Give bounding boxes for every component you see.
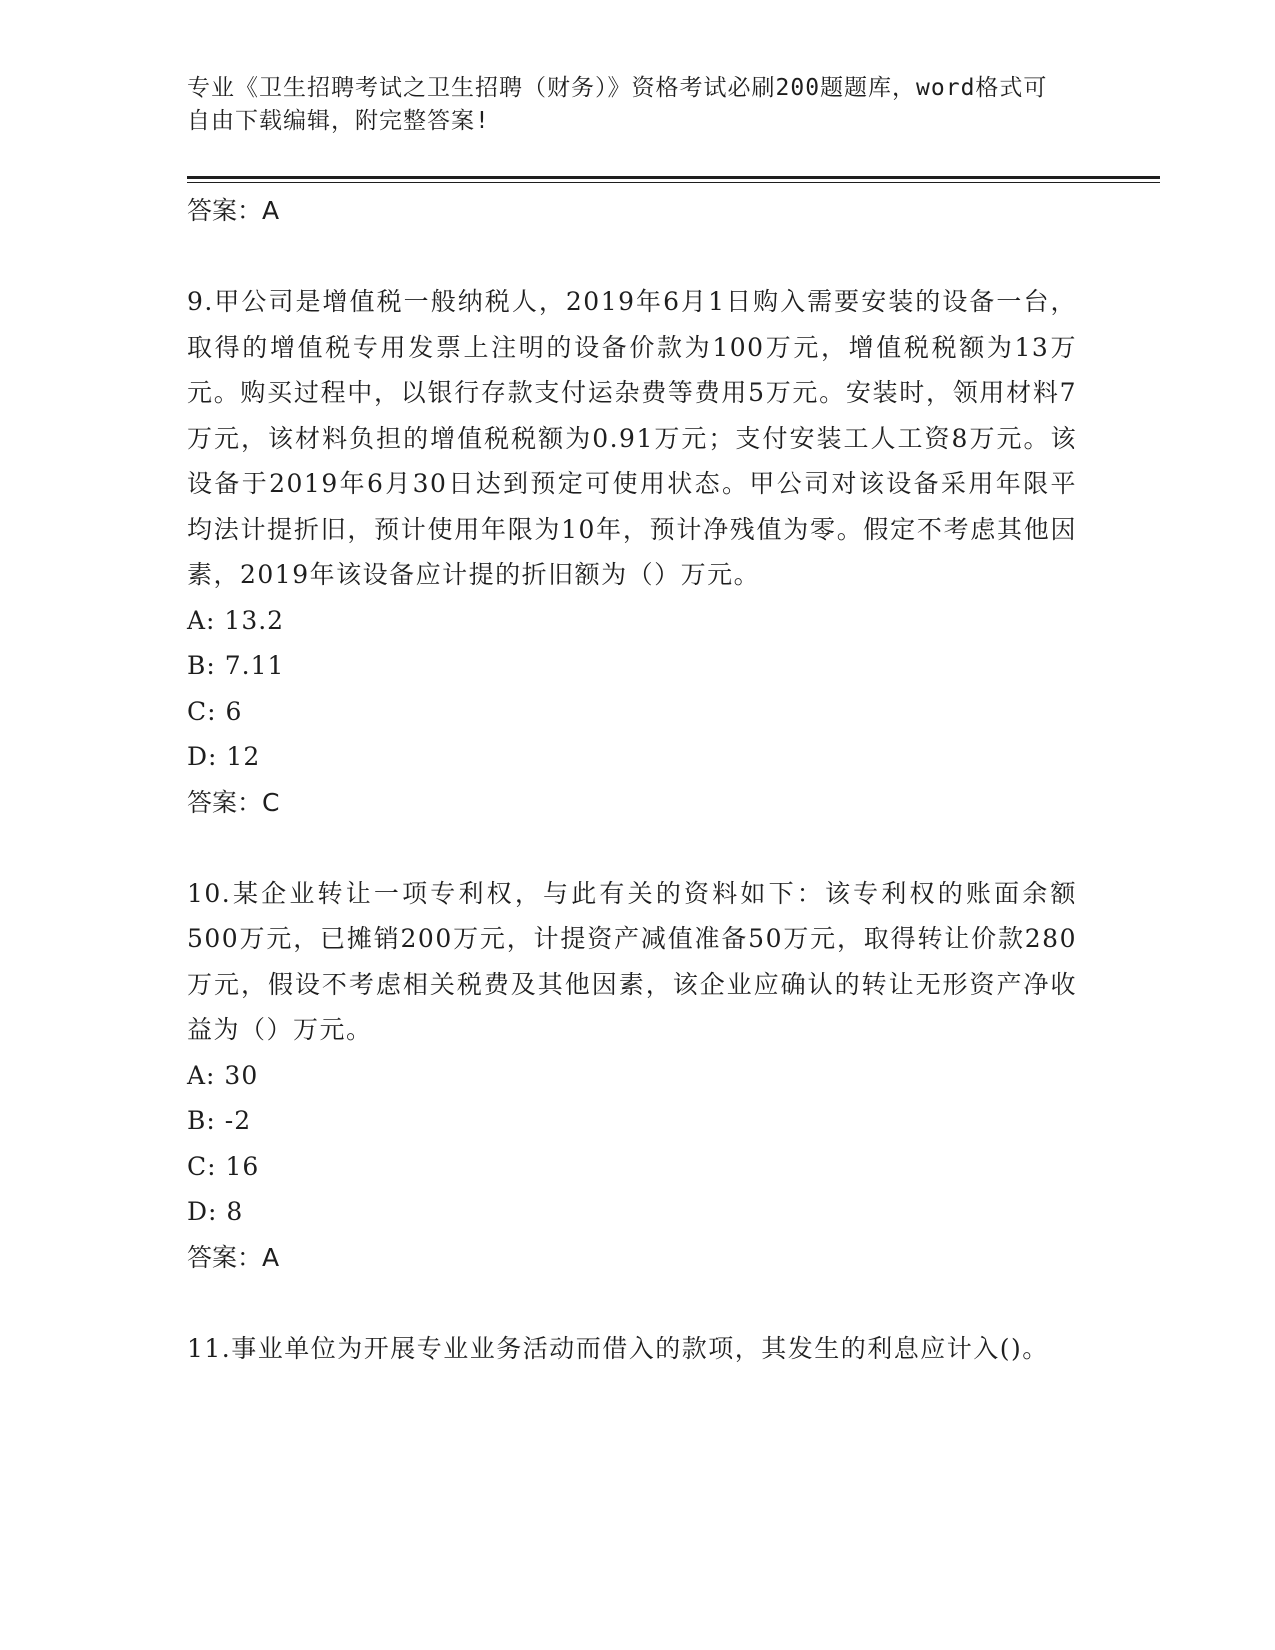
answer-line: 答案：A — [187, 1242, 280, 1272]
option-a: A: 13.2 — [187, 605, 285, 635]
option-b: B: -2 — [187, 1106, 252, 1135]
question-block — [187, 279, 1077, 825]
question-text: 11.事业单位为开展专业业务活动而借入的款项，其发生的利息应计入()。 — [187, 1333, 1049, 1363]
question-block — [187, 871, 1077, 1280]
option-d: D: 12 — [187, 742, 261, 771]
question-text: 10.某企业转让一项专利权，与此有关的资料如下：该专利权的账面余额500万元，已摊销200万元，计提资产减值准备50万元，取得转让价款280万元，假设不考虑相关税费及其他因素，该企业应确认的转让无形资产净收益为（）万元。 — [187, 878, 1077, 1044]
question-block — [187, 1326, 1077, 1372]
answer-line: 答案：A — [187, 196, 280, 225]
header-rule-thin — [187, 182, 1160, 183]
header-rule-thick — [187, 176, 1160, 179]
question-list — [187, 188, 1077, 1371]
question-text: 9.甲公司是增值税一般纳税人，2019年6月1日购入需要安装的设备一台，取得的增值税专用发票上注明的设备价款为100万元，增值税税额为13万元。购买过程中，以银行存款支付运杂费等费用5万元。安装时，领用材料7万元，该材料负担的增值税税额为0.91万元；支付安装工人工资8万元。该设备于2019年6月30日达到预定可使用状态。甲公司对该设备采用年限平均法计提折旧，预计使用年限为10年，预计净残值为零。假定不考虑其他因素，2019年该设备应计提的折旧额为（）万元。 — [187, 287, 1077, 589]
option-c: C: 6 — [187, 696, 243, 726]
document-header: 专业《卫生招聘考试之卫生招聘（财务）》资格考试必刷200题题库，word格式可自由下载编辑，附完整答案! — [187, 75, 1048, 134]
option-c: C: 16 — [187, 1151, 260, 1181]
option-b: B: 7.11 — [187, 651, 285, 680]
option-d: D: 8 — [187, 1197, 244, 1226]
option-a: A: 30 — [187, 1060, 259, 1090]
answer-line: 答案：C — [187, 787, 280, 817]
